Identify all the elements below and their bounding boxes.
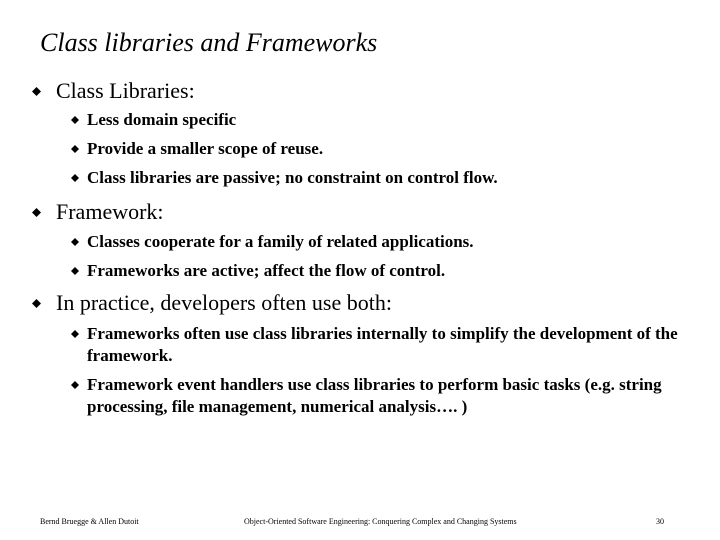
diamond-bullet-icon — [32, 299, 41, 308]
bullet-point: Framework event handlers use class libraries to perform basic tasks (e.g. string processing, file management, numerical analysis…. ) — [87, 375, 662, 416]
section-heading-in-practice: In practice, developers often use both: — [56, 290, 392, 315]
diamond-bullet-icon — [32, 87, 41, 96]
diamond-bullet-icon — [71, 330, 79, 338]
bullet-point: Less domain specific — [87, 110, 237, 129]
bullet-point: Classes cooperate for a family of related applications. — [87, 232, 474, 251]
diamond-bullet-icon — [32, 208, 41, 217]
bullet-point: Frameworks often use class libraries internally to simplify the development of the framework. — [87, 324, 678, 365]
bullet-point: Provide a smaller scope of reuse. — [87, 139, 324, 158]
page-number: 30 — [656, 517, 664, 526]
slide-title: Class libraries and Frameworks — [40, 28, 378, 57]
bullet-point: Class libraries are passive; no constraint on control flow. — [87, 168, 498, 187]
diamond-bullet-icon — [71, 381, 79, 389]
diamond-bullet-icon — [71, 174, 79, 182]
diamond-bullet-icon — [71, 238, 79, 246]
footer-authors: Bernd Bruegge & Allen Dutoit — [40, 517, 139, 526]
section-heading-framework: Framework: — [56, 199, 164, 224]
footer-book-title: Object-Oriented Software Engineering: Conquering Complex and Changing Systems — [244, 517, 517, 526]
diamond-bullet-icon — [71, 116, 79, 124]
bullet-point: Frameworks are active; affect the flow of control. — [87, 261, 446, 280]
section-heading-class-libraries: Class Libraries: — [56, 78, 195, 103]
diamond-bullet-icon — [71, 267, 79, 275]
diamond-bullet-icon — [71, 145, 79, 153]
